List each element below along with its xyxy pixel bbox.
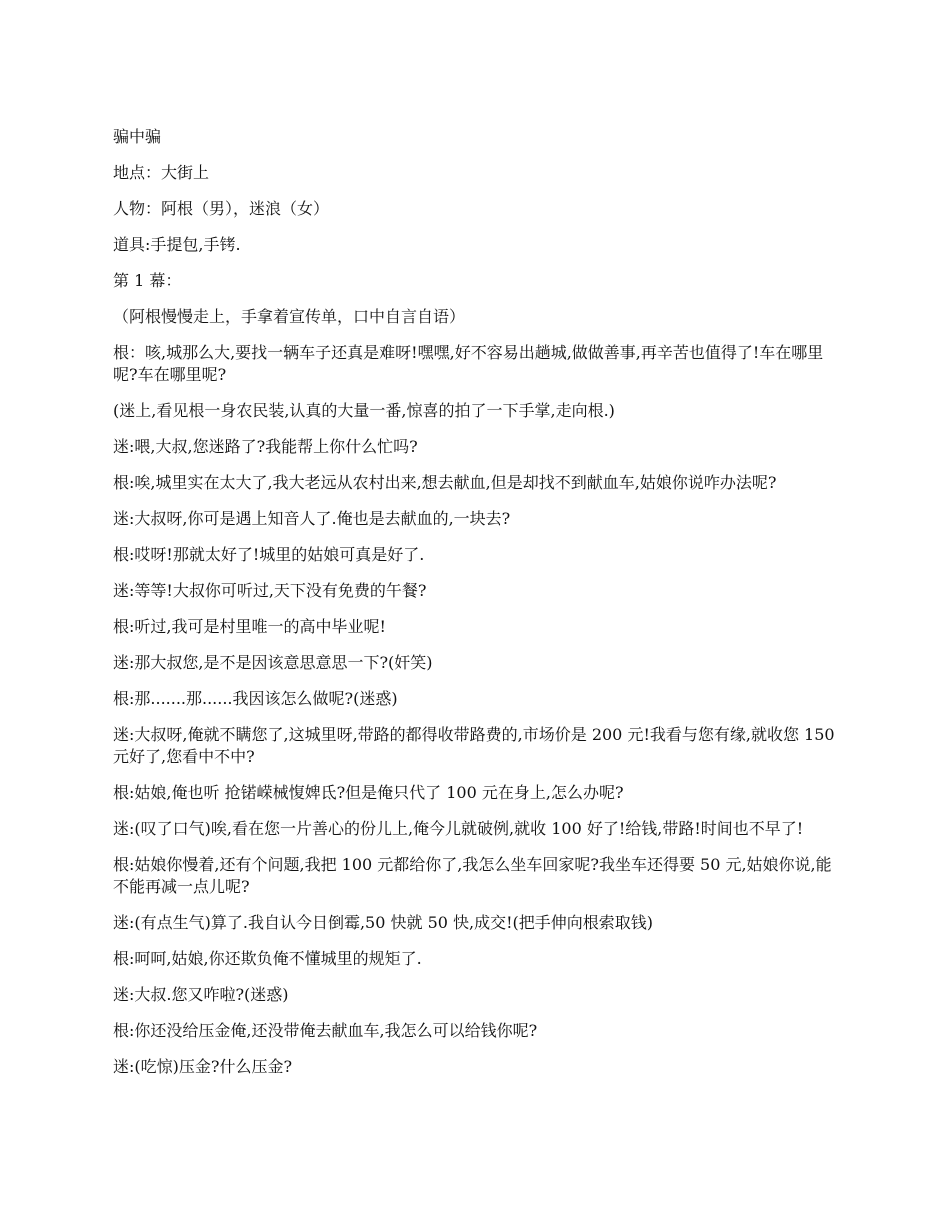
paragraph: 迷:大叔.您又咋啦?(迷惑) — [113, 985, 289, 1004]
paragraph: 迷:(吃惊)压金?什么压金? — [113, 1057, 293, 1076]
document-title: 骗中骗 — [113, 127, 162, 146]
paragraph: （阿根慢慢走上，手拿着宣传单，口中自言自语） — [113, 307, 466, 326]
paragraph: 迷:喂,大叔,您迷路了?我能帮上你什么忙吗? — [113, 437, 418, 456]
paragraph: 迷:大叔呀,你可是遇上知音人了.俺也是去献血的,一块去? — [113, 509, 511, 528]
paragraph: 第 1 幕： — [113, 271, 182, 290]
paragraph: 迷:大叔呀,俺就不瞒您了,这城里呀,带路的都得收带路费的,市场价是 200 元!我看与您有缘,就收您 150 元好了,您看中不中? — [113, 725, 835, 766]
paragraph: 迷:那大叔您,是不是因该意思意思一下?(奸笑) — [113, 653, 433, 672]
paragraph: 根:姑娘,俺也听 抢锘嵘械愎婢氐?但是俺只代了 100 元在身上,怎么办呢? — [113, 783, 624, 802]
paragraph: 迷:(有点生气)算了.我自认今日倒霉,50 快就 50 快,成交!(把手伸向根索取钱) — [113, 913, 654, 932]
document-page — [113, 126, 835, 1092]
paragraph: 根:你还没给压金俺,还没带俺去献血车,我怎么可以给钱你呢? — [113, 1021, 538, 1040]
paragraph: 道具:手提包,手铐. — [113, 235, 241, 254]
paragraph: (迷上,看见根一身农民装,认真的大量一番,惊喜的拍了一下手掌,走向根.) — [113, 401, 615, 420]
paragraph: 根：咳,城那么大,要找一辆车子还真是难呀!嘿嘿,好不容易出趟城,做做善事,再辛苦也值得了!车在哪里呢?车在哪里呢? — [113, 343, 824, 384]
paragraph: 根:听过,我可是村里唯一的高中毕业呢! — [113, 617, 386, 636]
paragraph: 根:哎呀!那就太好了!城里的姑娘可真是好了. — [113, 545, 425, 564]
paragraph: 根:姑娘你慢着,还有个问题,我把 100 元都给你了,我怎么坐车回家呢?我坐车还得要 50 元,姑娘你说,能不能再减一点儿呢? — [113, 855, 832, 896]
paragraph: 根:那.......那......我因该怎么做呢?(迷惑) — [113, 689, 398, 708]
paragraph: 根:呵呵,姑娘,你还欺负俺不懂城里的规矩了. — [113, 949, 422, 968]
paragraph: 根:唉,城里实在太大了,我大老远从农村出来,想去献血,但是却找不到献血车,姑娘你说咋办法呢? — [113, 473, 777, 492]
paragraph: 迷:(叹了口气)唉,看在您一片善心的份儿上,俺今儿就破例,就收 100 好了!给钱,带路!时间也不早了! — [113, 819, 804, 838]
paragraph: 地点：大街上 — [113, 163, 210, 182]
paragraph: 人物：阿根（男），迷浪（女） — [113, 199, 330, 218]
paragraph: 迷:等等!大叔你可听过,天下没有免费的午餐? — [113, 581, 427, 600]
